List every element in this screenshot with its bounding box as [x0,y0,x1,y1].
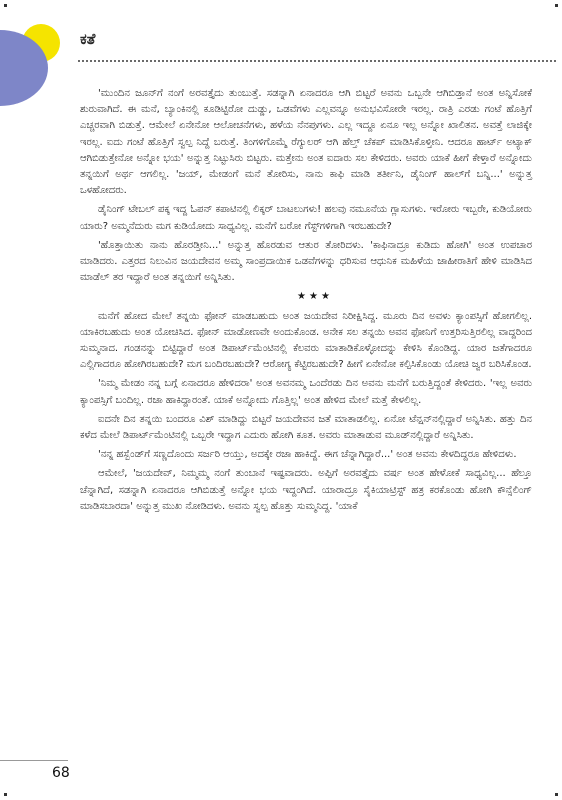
article-body [80,86,532,515]
crop-mark [555,4,558,7]
paragraph: 'ಹೊತ್ತಾಯಿತು ನಾನು ಹೊರಡ್ತೀನಿ...' ಅನ್ನುತ್ತ ಹೊರಡುವ ಆತುರ ತೋರಿದಳು. 'ಕಾಫಿನಾದ್ರೂ ಕುಡಿದು ಹೋಗಿ' ಅಂತ ಉಪಚಾರ ಮಾಡಿದರು. ಎತ್ತರದ ನಿಲುವಿನ ಜಯದೇವನ ಅಮ್ಮ ಸಾಂಪ್ರದಾಯಿಕ ಒಡವೆಗಳನ್ನು ಧರಿಸುವ ಆಧುನಿಕ ಮಹಿಳೆಯ ಜಾಹೀರಾತಿಗೆ ಹೇಳಿ ಮಾಡಿಸಿದ ಮಾಡೆಲ್ ತರ ಇದ್ದಾರೆ ಅಂತ ತನ್ನಯಿಗೆ ಅನ್ನಿಸಿತು. [80,239,532,284]
section-title: ಕತೆ [80,30,96,48]
crop-mark [4,793,7,796]
footer-rule [0,760,68,761]
paragraph: 'ನನ್ನ ಹಸ್ಬೆಂಡ್‌ಗೆ ಸಣ್ಣದೊಂದು ಸರ್ಜರಿ ಆಯ್ತು, ಅದಕ್ಕೇ ರಜಾ ಹಾಕಿದ್ದೆ. ಈಗ ಚೆನ್ನಾಗಿದ್ದಾರೆ...' ಅಂತ ಅವನು ಕೇಳದಿದ್ದರೂ ಹೇಳಿದಳು. [98,449,517,461]
paragraph: ಆಮೇಲೆ, 'ಜಯದೇವ್, ನಿಮ್ಮಮ್ಮ ನಂಗೆ ತುಂಬಾನೆ ಇಷ್ಟವಾದರು. ಅಪ್ಪಿಗೆ ಅರವತ್ತೈದು ವರ್ಷ ಅಂತ ಹೇಳೋಕೆ ಸಾಧ್ಯವಿಲ್ಲ... ಹೆಲ್ತೂ ಚೆನ್ನಾಗಿದೆ, ಸಡನ್ನಾಗಿ ಏನಾದರೂ ಆಗಿಬಿಡುತ್ತೆ ಅನ್ನೋ ಭಯ ಇದ್ದಂಗಿದೆ. ಯಾರಾದ್ರೂ ಸೈಕಿಯಾಟ್ರಿಸ್ಟ್ ಹತ್ರ ಕರಕೊಂಡು ಹೋಗಿ ಕೌನ್ಸೆಲಿಂಗ್ ಮಾಡಿಸಬಾರದಾ' ಅನ್ನುತ್ತ ಮುಖ ನೋಡಿದಳು. ಅವನು ಸ್ವಲ್ಪ ಹೊತ್ತು ಸುಮ್ಮನಿದ್ದ. 'ಯಾಕೆ [80,468,532,512]
paragraph: ಮನೆಗೆ ಹೋದ ಮೇಲೆ ತನ್ನಯಿ ಫೋನ್ ಮಾಡಬಹುದು ಅಂತ ಜಯದೇವ ನಿರೀಕ್ಷಿಸಿದ್ದ. ಮೂರು ದಿನ ಅವಳು ಕ್ಯಾಂಪಸ್ಸಿಗೆ ಹೋಗಲಿಲ್ಲ. ಯಾಕಿರಬಹುದು ಅಂತ ಯೋಚಿಸಿದ. ಫೋನ್ ಮಾಡೋಣವೇ ಅಂದುಕೊಂಡ. ಅನೇಕ ಸಲ ತನ್ನಯಿ ಅವನ ಫೋನಿಗೆ ಉತ್ತರಿಸುತ್ತಿರಲಿಲ್ಲ ವಾದ್ದರಿಂದ ಸುಮ್ಮನಾದ. ಗಂಡನನ್ನು ಬಿಟ್ಟಿದ್ದಾರೆ ಅಂತ ಡಿಪಾರ್ಟ್‌ಮೆಂಟಿನಲ್ಲಿ ಕೆಲವರು ಮಾತಾಡಿಕೊಳ್ಳೋದನ್ನು ಕೇಳಿಸಿ ಕೊಂಡಿದ್ದ. ಯಾರ ಜತೆಗಾದರೂ ಎಲ್ಲಿಗಾದರೂ ಹೋಗಿರಬಹುದೇ? ಮಗ ಬಂದಿರಬಹುದೇ? ಆರೋಗ್ಯ ಕೆಟ್ಟಿರಬಹುದೇ? ಹೀಗೆ ಏನೇನೋ ಕಲ್ಪಿಸಿಕೊಂಡು ಯೋಚಿ ಜ್ವರ ಬರಿಸಿಕೊಂಡ. [80,310,532,371]
section-separator: ★★★ [297,291,333,303]
paragraph: 'ನಿಮ್ಮ ಮೇಡಂ ನನ್ನ ಬಗ್ಗೆ ಏನಾದರೂ ಹೇಳಿದರಾ' ಅಂತ ಅವನಮ್ಮ ಒಂದೆರಡು ದಿನ ಅವನು ಮನೆಗೆ ಬರುತ್ತಿದ್ದಂತೆ ಕೇಳಿದರು. 'ಇಲ್ಲ ಅವರು ಕ್ಯಾಂಪಸ್ಸಿಗೆ ಬಂದಿಲ್ಲ. ರಜಾ ಹಾಕಿದ್ದಾರಂತೆ. ಯಾಕೆ ಅನ್ನೋದು ಗೊತ್ತಿಲ್ಲ' ಅಂತ ಹೇಳಿದ ಮೇಲೆ ಮತ್ತೆ ಕೇಳಲಿಲ್ಲ. [80,378,532,406]
crop-mark [555,793,558,796]
crop-mark [4,4,7,7]
paragraph: ಡೈನಿಂಗ್ ಟೇಬಲ್ ಪಕ್ಕ ಇದ್ದ ಓಪನ್ ಕಪಾಟಿನಲ್ಲಿ ಲಿಕ್ಕರ್ ಬಾಟಲುಗಳು! ಹಲವು ನಮೂನೆಯ ಗ್ಲಾಸುಗಳು. ಇರೋರು ಇಬ್ಬರೇ, ಕುಡಿಯೋರು ಯಾರು? ಅಮ್ಮನೆದುರು ಮಗ ಕುಡಿಯೋದು ಸಾಧ್ಯವಿಲ್ಲ. ಮನೆಗೆ ಬರೋ ಗೆಸ್ಟ್‌ಗಳಿಗಾಗಿ ಇರಬಹುದೇ? [80,204,532,232]
paragraph: 'ಮುಂದಿನ ಜೂನ್‌ಗೆ ನಂಗೆ ಅರವತ್ತೈದು ತುಂಬುತ್ತೆ. ಸಡನ್ನಾಗಿ ಏನಾದರೂ ಆಗಿ ಬಿಟ್ಟರೆ ಅವನು ಒಬ್ಬನೇ ಆಗಿಬಿಡ್ತಾನೆ ಅಂತ ಅನ್ನಿಸೋಕೆ ಶುರುವಾಗಿದೆ. ಈ ಮನೆ, ಬ್ಯಾಂಕಿನಲ್ಲಿ ಕೂಡಿಟ್ಟಿರೋ ದುಡ್ಡು, ಒಡವೆಗಳು ಎಲ್ಲವನ್ನೂ ಅನುಭವಿಸೋರೇ ಇರಲ್ಲ. ರಾತ್ರಿ ಎರಡು ಗಂಟೆ ಹೊತ್ತಿಗೆ ಎಚ್ಚರವಾಗಿ ಬಿಡುತ್ತೆ. ಆಮೇಲೆ ಏನೇನೋ ಆಲೋಚನೆಗಳು, ಹಳೆಯ ನೆನಪುಗಳು. ಎಲ್ಲ ಇದ್ದೂ ಏನೂ ಇಲ್ಲ ಅನ್ನೋ ಖಾಲಿತನ. ಅವತ್ತೆ ಲಾಜಿಕ್ಕೇ ಇರಲ್ಲ. ಐದು ಗಂಟೆ ಹೊತ್ತಿಗೆ ಸ್ವಲ್ಪ ನಿದ್ದೆ ಬರುತ್ತೆ. ತಿಂಗಳಿಗೊಮ್ಮೆ ರೆಗ್ಯುಲರ್ ಆಗಿ ಹೆಲ್ತ್ ಚೆಕಪ್ ಮಾಡಿಸಿಕೊಳ್ತೀನಿ. ಆದರೂ ಹಾರ್ಟ್ ಅಟ್ಯಾಕ್ ಆಗಿಬಿಡುತ್ತೇನೋ ಅನ್ನೋ ಭಯ' ಅನ್ನುತ್ತ ನಿಟ್ಟುಸಿರು ಬಿಟ್ಟರು. ಮತ್ತೇನು ಅಂತ ಐದಾರು ಸಲ ಕೇಳಿದರು. ಅವರು ಯಾಕೆ ಹೀಗೆ ಕೇಳ್ತಾರೆ ಅನ್ನೋದು ತನ್ನಯಿಗೆ ಅರ್ಥ ಆಗಲಿಲ್ಲ. 'ಜಯ್, ಮೇಡಂಗೆ ಮನೆ ತೋರಿಸು, ನಾನು ಕಾಫಿ ಮಾಡಿ ತರ್ತೀನಿ, ಡೈನಿಂಗ್ ಹಾಲ್‌ಗೆ ಬನ್ನಿ...' ಅನ್ನುತ್ತ ಒಳಹೋದರು. [80,88,532,197]
header-dotted-rule [78,60,556,62]
corner-decoration [0,0,80,110]
paragraph: ಐದನೇ ದಿನ ತನ್ನಯಿ ಬಂದರೂ ವಿಶ್ ಮಾಡಿದ್ದು ಬಿಟ್ಟರೆ ಜಯದೇವನ ಜತೆ ಮಾತಾಡಲಿಲ್ಲ. ಏನೋ ಟೆನ್ಷನ್‌ನಲ್ಲಿದ್ದಾರೆ ಅನ್ನಿಸಿತು. ಹತ್ತು ದಿನ ಕಳೆದ ಮೇಲೆ ಡಿಪಾರ್ಟ್‌ಮೆಂಟಿನಲ್ಲಿ ಒಬ್ಬರೇ ಇದ್ದಾಗ ಎದುರು ಹೋಗಿ ಕೂತ. ಅವರು ಮಾತಾಡುವ ಮೂಡ್‌ನಲ್ಲಿದ್ದಾರೆ ಅನ್ನಿಸಿತು. [80,413,532,442]
page-number: 68 [52,765,70,781]
